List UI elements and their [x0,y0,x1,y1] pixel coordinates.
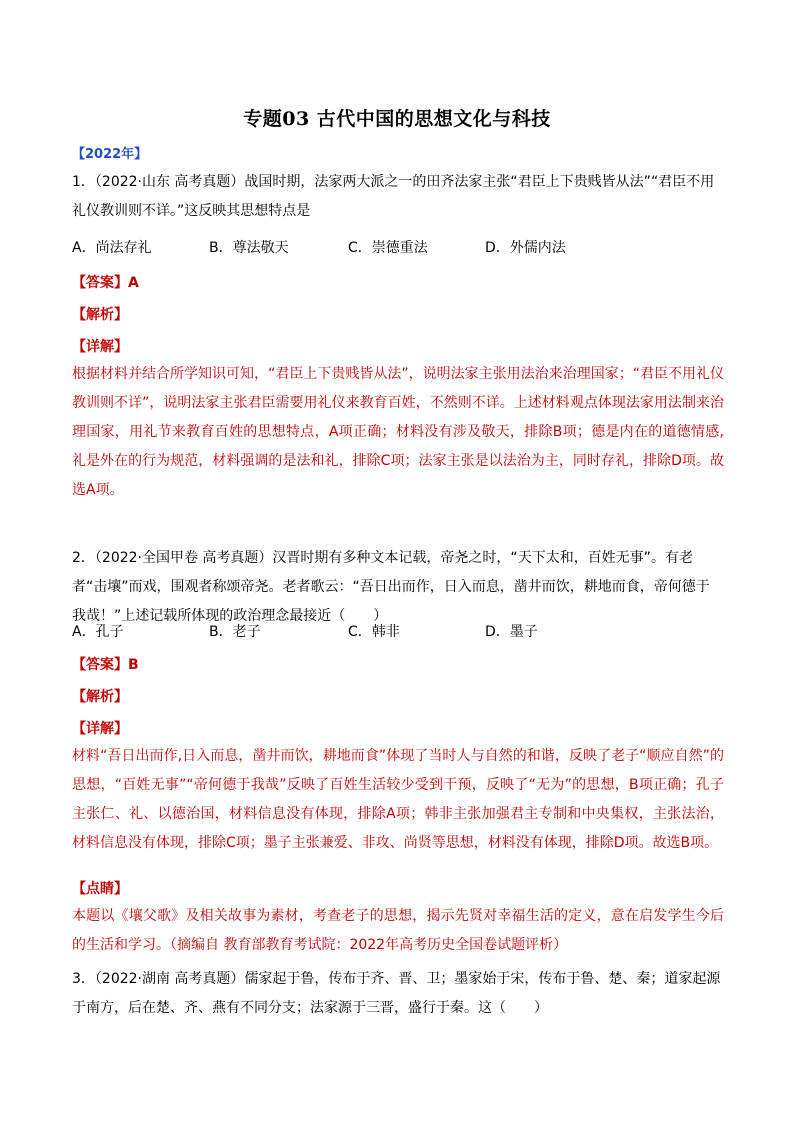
section-year-header: 【2022年】 [72,147,148,162]
page-title: 专题03 古代中国的思想文化与科技 [243,108,551,130]
option-d: D．墨子 [485,624,538,640]
detail-text: 根据材料并结合所学知识可知，“君臣上下贵贱皆从法”，说明法家主张用法治来治理国家；“君臣不用礼仪教训则不详”，说明法家主张君臣需要用礼仪来教育百姓，不然则不详。上述材料观点体现法家用法制来治理国家，用礼节来教育百姓的思想特点，A项正确；材料没有涉及敬天，排除B项；德是内在的道德情感,礼是外在的行为规范，材料强调的是法和礼，排除C项；法家主张是以法治为主，同时存礼，排除D项。故选A项。 [72,366,724,498]
option-d: D．外儒内法 [485,240,566,256]
option-b: B．尊法敬天 [209,240,289,256]
detail-label: 【详解】 [72,721,128,737]
question-3-stem: 3．（2022·湖南 高考真题）儒家起于鲁，传布于齐、晋、卫；墨家始于宋，传布于鲁、楚、秦；道家起源于南方，后在楚、齐、燕有不同分支；法家源于三晋，盛行于秦。这（ ） [72,971,721,1016]
points-label: 【点睛】 [72,881,128,897]
analysis-label: 【解析】 [72,307,128,323]
question-1-stem: 1．（2022·山东 高考真题）战国时期，法家两大派之一的田齐法家主张“君臣上下贵贱皆从法”“君臣不用礼仪教训则不详。”这反映其思想特点是 [72,174,715,219]
detail-label: 【详解】 [72,339,128,355]
option-b: B．老子 [209,624,261,640]
option-a: A．尚法存礼 [72,240,152,256]
analysis-label: 【解析】 [72,689,128,705]
answer-label: 【答案】A [72,275,139,291]
question-2-stem: 2．（2022·全国甲卷 高考真题）汉晋时期有多种文本记载，帝尧之时，“天下太和，百姓无事”。有老者“击壤”而戏，围观者称颂帝尧。老者歌云：“吾日出而作，日入而息，凿井而饮，耕地而食，帝何德于我哉！”上述记载所体现的政治理念最接近（ ） [72,550,710,624]
option-c: C．韩非 [348,624,400,640]
detail-text: 材料“吾日出而作,日入而息，凿井而饮，耕地而食”体现了当时人与自然的和谐，反映了老子“顺应自然”的思想，“百姓无事”“帝何德于我哉”反映了百姓生活较少受到干预，反映了“无为”的思想，B项正确；孔子主张仁、礼、以德治国，材料信息没有体现，排除A项；韩非主张加强君主专制和中央集权，主张法治，材料信息没有体现，排除C项；墨子主张兼爱、非攻、尚贤等思想，材料没有体现，排除D项。故选B项。 [72,748,724,851]
answer-label: 【答案】B [72,657,139,673]
points-text: 本题以《壤父歌》及相关故事为素材，考查老子的思想，揭示先贤对幸福生活的定义，意在启发学生今后的生活和学习。（摘编自 教育部教育考试院：2022年高考历史全国卷试题评析） [72,908,724,953]
option-a: A．孔子 [72,624,124,640]
option-c: C．崇德重法 [348,240,428,256]
